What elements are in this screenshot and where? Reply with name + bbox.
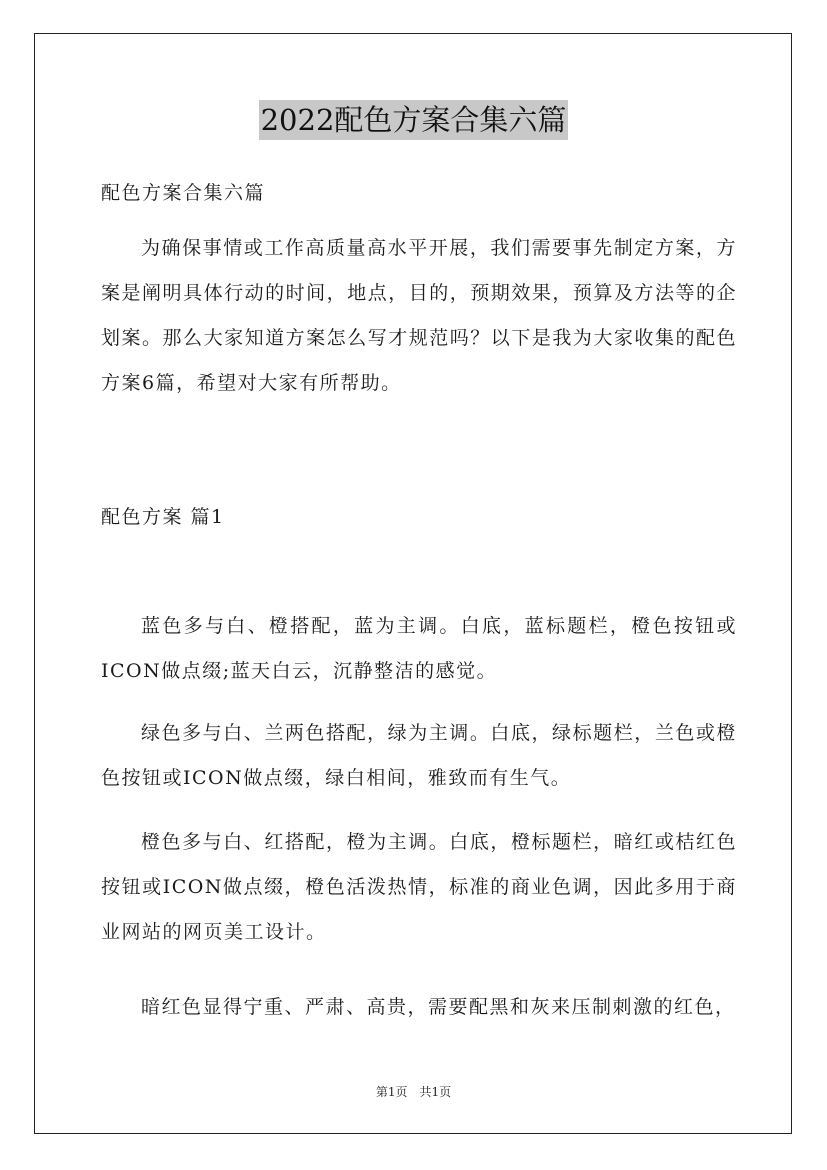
document-title: 2022配色方案合集六篇 — [259, 100, 569, 140]
paragraph-blue: 蓝色多与白、橙搭配，蓝为主调。白底，蓝标题栏，橙色按钮或ICON做点缀;蓝天白云，沉静整洁的感觉。 — [101, 615, 737, 682]
title-container — [0, 100, 827, 140]
section-heading: 配色方案 篇1 — [101, 506, 225, 528]
intro-paragraph: 为确保事情或工作高质量高水平开展，我们需要事先制定方案，方案是阐明具体行动的时间，地点，目的，预期效果，预算及方法等的企划案。那么大家知道方案怎么写才规范吗？以下是我为大家收集的配色方案6篇，希望对大家有所帮助。 — [101, 237, 737, 394]
paragraph-dark-red: 暗红色显得宁重、严肃、高贵，需要配黑和灰来压制刺激的红色， — [141, 996, 736, 1018]
page-footer: 第1页 共1页 — [375, 1085, 452, 1099]
paragraph-green: 绿色多与白、兰两色搭配，绿为主调。白底，绿标题栏，兰色或橙色按钮或ICON做点缀，绿白相间，雅致而有生气。 — [101, 722, 737, 789]
document-subtitle: 配色方案合集六篇 — [101, 182, 266, 204]
paragraph-orange: 橙色多与白、红搭配，橙为主调。白底，橙标题栏，暗红或桔红色按钮或ICON做点缀，橙色活泼热情，标准的商业色调，因此多用于商业网站的网页美工设计。 — [101, 831, 737, 943]
